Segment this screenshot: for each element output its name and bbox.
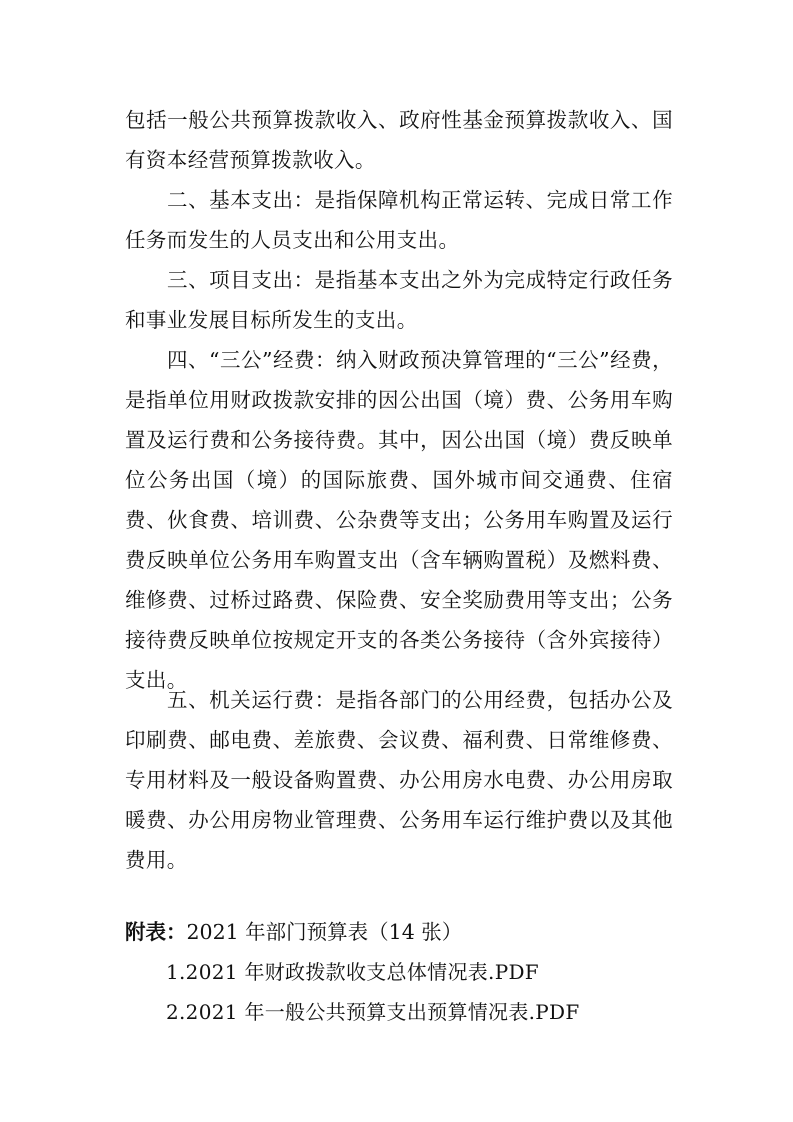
appendix-title: 2021 年部门预算表（14 张） bbox=[186, 920, 463, 944]
attachment-item[interactable] bbox=[166, 952, 686, 992]
paragraph-agency-operating-costs: 五、机关运行费：是指各部门的公用经费，包括办公及印刷费、邮电费、差旅费、会议费、福利费、日常维修费、专用材料及一般设备购置费、办公用房水电费、办公用房取暖费、办公用房物业管理费、公务用车运行维护费以及其他费用。 bbox=[125, 688, 673, 872]
paragraph-project-expenditure: 三、项目支出：是指基本支出之外为完成特定行政任务和事业发展目标所发生的支出。 bbox=[125, 268, 673, 332]
attachment-link-1[interactable]: 1.2021 年财政拨款收支总体情况表.PDF bbox=[166, 960, 539, 984]
attachment-link-2[interactable]: 2.2021 年一般公共预算支出预算情况表.PDF bbox=[166, 1000, 580, 1024]
appendix-heading bbox=[125, 912, 685, 952]
paragraph-basic-expenditure: 二、基本支出：是指保障机构正常运转、完成日常工作任务而发生的人员支出和公用支出。 bbox=[125, 188, 673, 252]
paragraph-three-public-funds: 四、“三公”经费：纳入财政预决算管理的“三公”经费，是指单位用财政拨款安排的因公出国（境）费、公务用车购置及运行费和公务接待费。其中，因公出国（境）费反映单位公务出国（境）的国际旅费、国外城市间交通费、住宿费、伙食费、培训费、公杂费等支出；公务用车购置及运行费反映单位公务用车购置支出（含车辆购置税）及燃料费、维修费、过桥过路费、保险费、安全奖励费用等支出；公务接待费反映单位按规定开支的各类公务接待（含外宾接待）支出。 bbox=[125, 348, 673, 692]
attachment-item[interactable] bbox=[166, 992, 686, 1032]
paragraph-continuation: 包括一般公共预算拨款收入、政府性基金预算拨款收入、国有资本经营预算拨款收入。 bbox=[125, 108, 673, 172]
appendix-label: 附表： bbox=[125, 920, 187, 944]
